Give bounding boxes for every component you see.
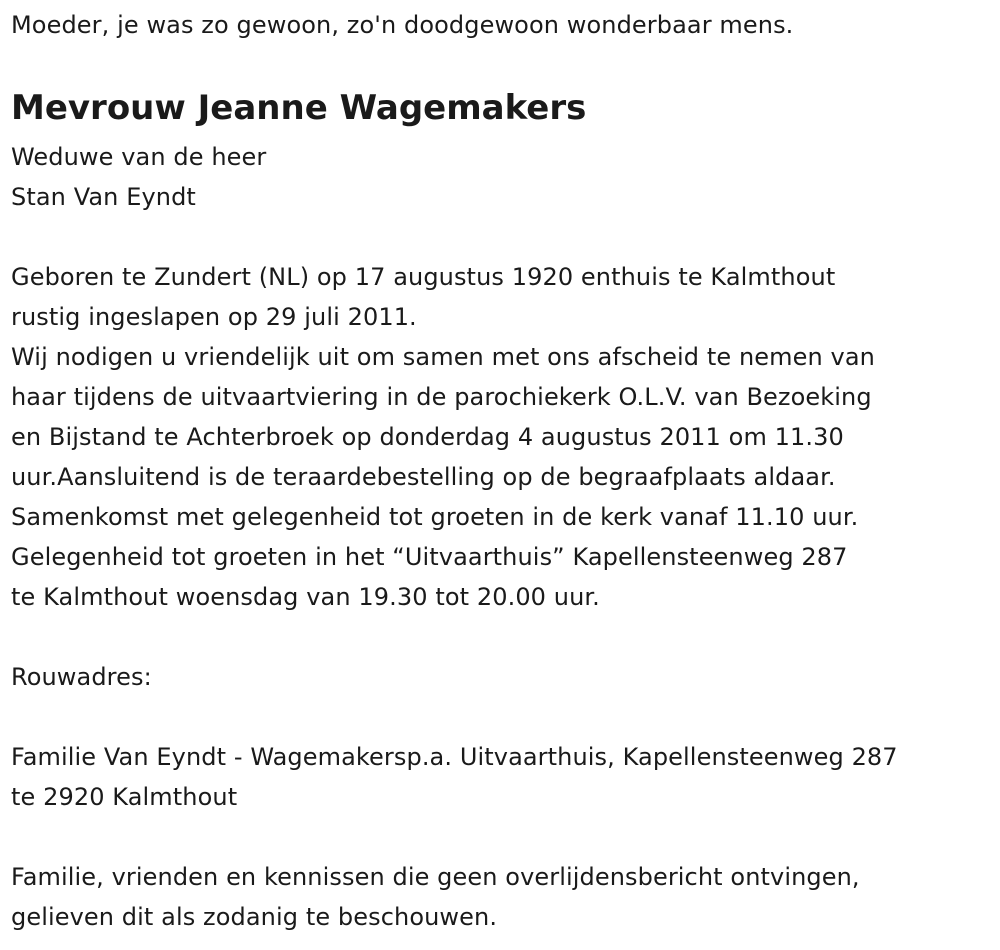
address-section: [11, 737, 996, 817]
body-line: Wij nodigen u vriendelijk uit om samen met ons afscheid te nemen van: [11, 343, 875, 371]
spacer: [11, 217, 996, 257]
widow-line: Weduwe van de heer: [11, 143, 267, 171]
body-line: haar tijdens de uitvaartviering in de parochiekerk O.L.V. van Bezoeking: [11, 383, 872, 411]
closing-line: gelieven dit als zodanig te beschouwen.: [11, 903, 498, 931]
body-line: Gelegenheid tot groeten in het “Uitvaarthuis” Kapellensteenweg 287: [11, 543, 848, 571]
widow-section: [11, 137, 996, 217]
closing-line: Familie, vrienden en kennissen die geen overlijdensbericht ontvingen,: [11, 863, 860, 891]
address-heading: Rouwadres:: [11, 663, 152, 691]
spacer: [11, 697, 996, 737]
address-line: te 2920 Kalmthout: [11, 783, 238, 811]
motto-text: Moeder, je was zo gewoon, zo'n doodgewoon wonderbaar mens.: [11, 11, 794, 39]
body-line: en Bijstand te Achterbroek op donderdag 4 augustus 2011 om 11.30: [11, 423, 844, 451]
closing-section: [11, 857, 996, 937]
spacer: [11, 817, 996, 857]
announcement-body: [11, 257, 996, 617]
address-line: Familie Van Eyndt - Wagemakersp.a. Uitvaarthuis, Kapellensteenweg 287: [11, 743, 898, 771]
body-line: rustig ingeslapen op 29 juli 2011.: [11, 303, 417, 331]
body-line: te Kalmthout woensdag van 19.30 tot 20.00 uur.: [11, 583, 600, 611]
spacer: [11, 617, 996, 657]
widow-line: Stan Van Eyndt: [11, 183, 196, 211]
body-line: Geboren te Zundert (NL) op 17 augustus 1920 enthuis te Kalmthout: [11, 263, 836, 291]
body-line: Samenkomst met gelegenheid tot groeten in de kerk vanaf 11.10 uur.: [11, 503, 859, 531]
obituary-document: [11, 0, 996, 937]
deceased-name: Mevrouw Jeanne Wagemakers: [11, 88, 587, 128]
body-line: uur.Aansluitend is de teraardebestelling op de begraafplaats aldaar.: [11, 463, 836, 491]
